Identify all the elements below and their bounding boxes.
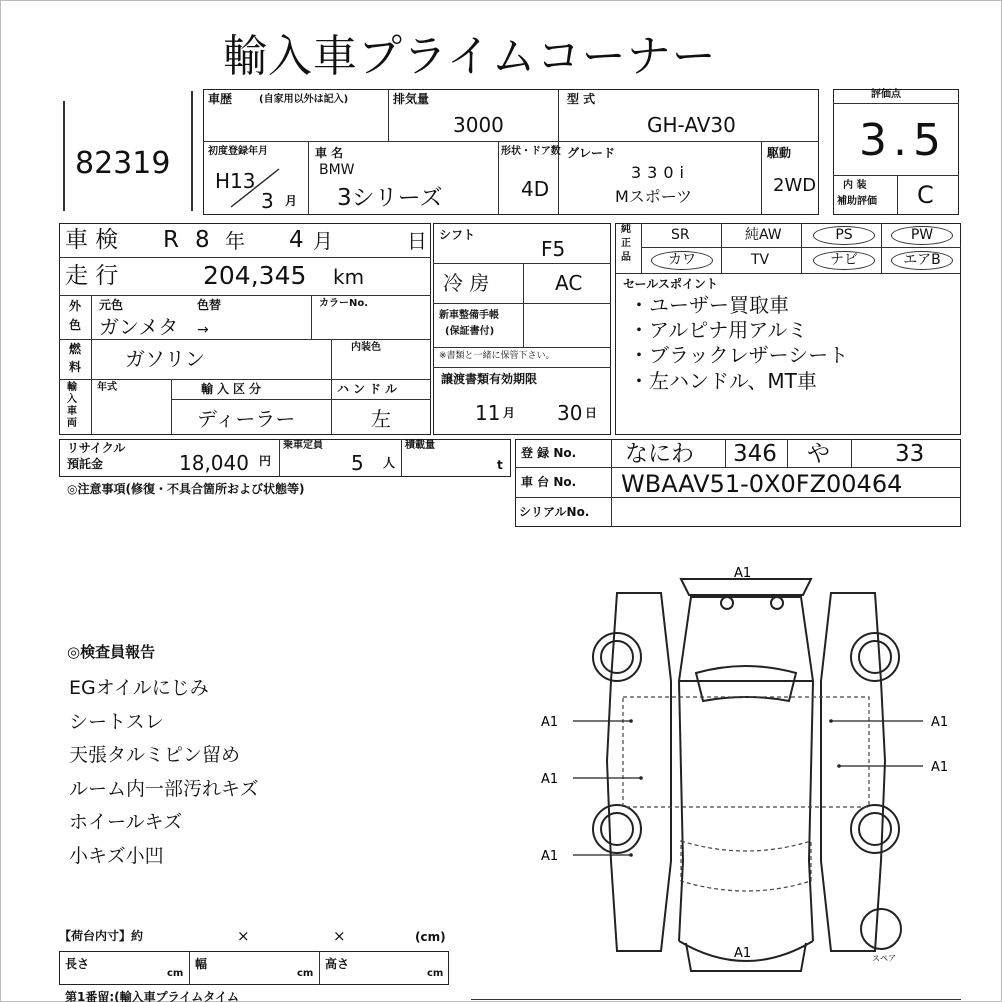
manual-label-2: (保証書付): [445, 326, 495, 337]
recycle-unit: 円: [259, 454, 272, 468]
fuel-value: ガソリン: [125, 347, 205, 371]
mark-rear: A1: [734, 566, 752, 581]
mark-left-rear: A1: [541, 715, 559, 730]
history-note: (自家用以外は記入): [259, 94, 349, 105]
inspector-remark-1: EGオイルにじみ: [69, 677, 209, 699]
cargo-x1: ×: [237, 927, 250, 945]
car-model: 3シリーズ: [337, 185, 443, 211]
transfer-month-unit: 月: [503, 406, 516, 420]
first-reg-label: 初度登録年月: [208, 146, 268, 157]
registration-class: 346: [733, 441, 777, 467]
recycle-value: 18,040: [179, 451, 249, 475]
inspection-month-unit: 月: [313, 229, 333, 253]
registration-number: 33: [895, 441, 925, 467]
history-label: 車歴: [208, 92, 233, 106]
sales-point-4: ・左ハンドル、MT車: [629, 369, 817, 393]
equip-tv: TV: [751, 252, 770, 268]
cargo-height-label: 高さ: [325, 957, 350, 971]
import-label-3: 車: [67, 406, 77, 417]
car-damage-diagram: [531, 561, 971, 1001]
interior-label-1: 内 装: [843, 180, 867, 191]
cargo-width-unit: cm: [297, 968, 314, 979]
color-value: ガンメタ: [99, 315, 179, 339]
mileage-unit: km: [333, 265, 365, 289]
transfer-day: 30: [557, 401, 583, 425]
lot-bracket-left: [63, 101, 65, 211]
color-arrow: →: [197, 322, 209, 338]
equip-aw: 純AW: [745, 227, 782, 243]
fuel-label-1: 燃: [69, 342, 82, 356]
shift-label: シフト: [439, 228, 476, 242]
sales-point-3: ・ブラックレザーシート: [629, 343, 849, 367]
first-reg-year: H13: [215, 169, 256, 193]
equip-pw: PW: [891, 226, 953, 245]
inspection-year: 8: [195, 227, 210, 253]
car-name-label: 車 名: [315, 146, 344, 160]
aircon-value: AC: [555, 271, 583, 295]
original-color-label: 元色: [99, 298, 124, 312]
color-code-label: カラーNo.: [319, 298, 369, 309]
spare-label: スペア: [872, 954, 896, 963]
mark-right-rear: A1: [931, 715, 949, 730]
import-label-4: 両: [67, 418, 77, 429]
interior-score: C: [917, 181, 934, 209]
interior-color-label: 内装色: [351, 342, 381, 353]
cargo-box: [59, 951, 449, 985]
doors-label: 形状・ドア数: [501, 146, 561, 157]
car-make: BMW: [319, 162, 355, 178]
chassis-value: WBAAV51-0X0FZ00464: [621, 470, 903, 498]
registration-label: 登 録 No.: [521, 446, 577, 460]
changed-color-label: 色替: [197, 298, 222, 312]
inspection-year-unit: 年: [225, 229, 245, 253]
mark-left-front: A1: [541, 849, 559, 864]
mark-front: A1: [734, 946, 752, 961]
shift-value: F5: [541, 237, 566, 261]
cargo-x2: ×: [333, 927, 346, 945]
fuel-label-2: 料: [69, 360, 82, 374]
sales-points-label: セールスポイント: [623, 277, 718, 291]
chassis-label: 車 台 No.: [521, 475, 577, 489]
import-type-label: 輸入区分: [201, 382, 266, 396]
score-label: 評価点: [871, 89, 901, 100]
first-reg-month: 3: [261, 189, 274, 213]
lot-bracket-right: [191, 91, 193, 211]
grade-line2: Mスポーツ: [615, 187, 693, 206]
inspector-remark-2: シートスレ: [69, 711, 164, 733]
sales-point-1: ・ユーザー買取車: [629, 293, 789, 317]
notes-heading: ◎注意事項(修復・不具合箇所および状態等): [67, 482, 305, 496]
recycle-label-1: リサイクル: [67, 441, 126, 455]
equipment-label-2: 正: [621, 238, 631, 249]
inspector-remark-3: 天張タルミピン留め: [69, 744, 241, 766]
inspector-heading: ◎検査員報告: [67, 643, 156, 661]
load-unit: t: [497, 458, 503, 472]
handle-value: 左: [371, 407, 391, 431]
cargo-length-label: 長さ: [65, 957, 90, 971]
import-type-value: ディーラー: [197, 407, 296, 431]
inspection-era: R: [163, 227, 179, 253]
mileage-value: 204,345: [203, 261, 307, 290]
cargo-heading: 【荷台内寸】約: [59, 929, 144, 943]
manual-note: ※書類と一緒に保管下さい。: [439, 351, 555, 361]
mileage-label: 走 行: [65, 263, 119, 289]
inspector-remark-5: ホイールキズ: [69, 811, 183, 833]
mark-left-mid: A1: [541, 772, 559, 787]
footer-text: 第1番留:(輸入車プライムタイム: [65, 990, 240, 1002]
capacity-value: 5: [351, 451, 364, 475]
doors-value: 4D: [521, 177, 550, 201]
handle-label: ハンドル: [337, 382, 402, 396]
score-value: 3.5: [859, 115, 947, 166]
drive-value: 2WD: [773, 175, 817, 196]
aircon-label: 冷 房: [443, 271, 490, 295]
inspector-remark-6: 小キズ小凹: [69, 845, 164, 867]
grade-label: グレード: [567, 146, 616, 160]
transfer-day-unit: 日: [585, 406, 598, 420]
inspection-label: 車 検: [65, 227, 119, 253]
equip-ps: PS: [813, 226, 875, 245]
displacement-value: 3000: [453, 113, 504, 137]
cargo-unit: (cm): [415, 930, 446, 944]
mark-right-front: A1: [931, 760, 949, 775]
equip-airbag: エアB: [891, 251, 953, 270]
inspector-remark-4: ルーム内一部汚れキズ: [69, 778, 259, 800]
color-label-1: 外: [69, 299, 82, 313]
grade-line1: 330i: [631, 163, 690, 182]
load-label: 積載量: [405, 440, 435, 451]
cargo-length-unit: cm: [167, 968, 184, 979]
recycle-label-2: 預託金: [67, 457, 104, 471]
sheet-title: 輸入車プライムコーナー: [223, 31, 717, 82]
equip-leather: カワ: [651, 251, 713, 270]
equip-sr: SR: [671, 227, 690, 243]
inspection-day-unit: 日: [407, 229, 427, 253]
model-code-label: 型 式: [567, 92, 596, 106]
first-reg-month-unit: 月: [285, 194, 298, 208]
inspection-month: 4: [289, 227, 304, 253]
import-label-2: 入: [67, 394, 77, 405]
import-year-label: 年式: [97, 382, 117, 393]
transfer-month: 11: [475, 401, 501, 425]
import-label-1: 輸: [67, 382, 77, 393]
manual-label-1: 新車整備手帳: [439, 310, 499, 321]
transfer-docs-label: 譲渡書類有効期限: [441, 372, 538, 386]
first-reg-slash: [227, 167, 283, 213]
capacity-label: 乗車定員: [283, 440, 323, 451]
drive-label: 駆動: [767, 146, 792, 160]
equipment-label-1: 純: [621, 224, 631, 235]
color-label-2: 色: [69, 318, 82, 332]
registration-area: なにわ: [625, 441, 694, 467]
interior-label-2: 補助評価: [837, 196, 877, 207]
equip-navi: ナビ: [813, 251, 875, 270]
cargo-height-unit: cm: [427, 968, 444, 979]
displacement-label: 排気量: [393, 92, 430, 106]
cargo-width-label: 幅: [195, 957, 208, 971]
equipment-label-3: 品: [621, 252, 631, 263]
serial-label: シリアルNo.: [519, 505, 590, 519]
capacity-unit: 人: [383, 456, 396, 470]
registration-kana: や: [807, 441, 830, 467]
model-code-value: GH-AV30: [647, 113, 736, 137]
sales-point-2: ・アルピナ用アルミ: [629, 318, 808, 342]
lot-number: 82319: [75, 146, 171, 181]
